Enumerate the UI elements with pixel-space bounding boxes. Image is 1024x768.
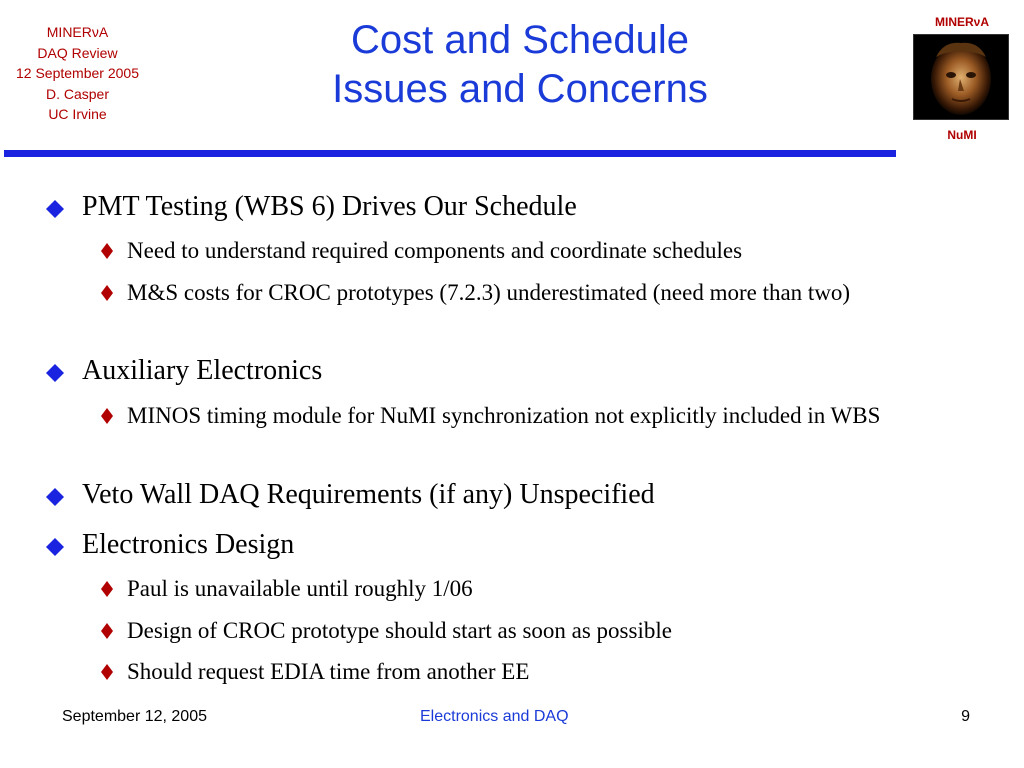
diamond-bullet-icon <box>46 538 64 556</box>
small-diamond-bullet-icon <box>101 408 113 424</box>
diamond-bullet-icon <box>46 364 64 382</box>
bullet-item: Veto Wall DAQ Requirements (if any) Unspecified <box>82 479 655 510</box>
header-institution: UC Irvine <box>48 106 107 122</box>
bullet-item: Electronics Design <box>82 529 295 560</box>
title-line-1: Cost and Schedule <box>350 18 689 62</box>
small-diamond-bullet-icon <box>101 664 113 680</box>
diamond-bullet-icon <box>46 488 64 506</box>
small-diamond-bullet-icon <box>101 623 113 639</box>
small-diamond-bullet-icon <box>101 285 113 301</box>
bullet-item: Auxiliary Electronics <box>82 355 323 386</box>
title-line-2: Issues and Concerns <box>332 67 708 111</box>
header-project: MINERνA <box>46 24 109 40</box>
small-diamond-bullet-icon <box>101 581 113 597</box>
footer-title: Electronics and DAQ <box>420 708 569 725</box>
sub-bullet-item: Design of CROC prototype should start as soon as possible <box>127 618 672 643</box>
minerva-logo-image <box>913 34 1009 120</box>
sub-bullet-item: Should request EDIA time from another EE <box>127 659 530 684</box>
sub-bullet-item: Paul is unavailable until roughly 1/06 <box>127 576 473 601</box>
title-divider <box>4 150 896 157</box>
header-date: 12 September 2005 <box>16 65 139 81</box>
small-diamond-bullet-icon <box>101 243 113 259</box>
header-author: D. Casper <box>45 85 110 102</box>
header-review: DAQ Review <box>37 44 118 61</box>
logo-bottom-label: NuMI <box>947 128 977 142</box>
sub-bullet-item: Need to understand required components and coordinate schedules <box>127 238 743 263</box>
page-number: 9 <box>961 708 970 725</box>
sub-bullet-item: MINOS timing module for NuMI synchronization not explicitly included in WBS <box>127 403 881 428</box>
diamond-bullet-icon <box>46 200 64 218</box>
face-image-icon <box>914 35 1008 119</box>
header-info <box>0 22 155 125</box>
bullet-item: PMT Testing (WBS 6) Drives Our Schedule <box>82 191 577 222</box>
sub-bullet-item: M&S costs for CROC prototypes (7.2.3) underestimated (need more than two) <box>127 280 851 305</box>
logo-top-label: MINERνA <box>934 15 989 29</box>
footer-date: September 12, 2005 <box>62 708 207 725</box>
slide-title <box>250 16 790 114</box>
